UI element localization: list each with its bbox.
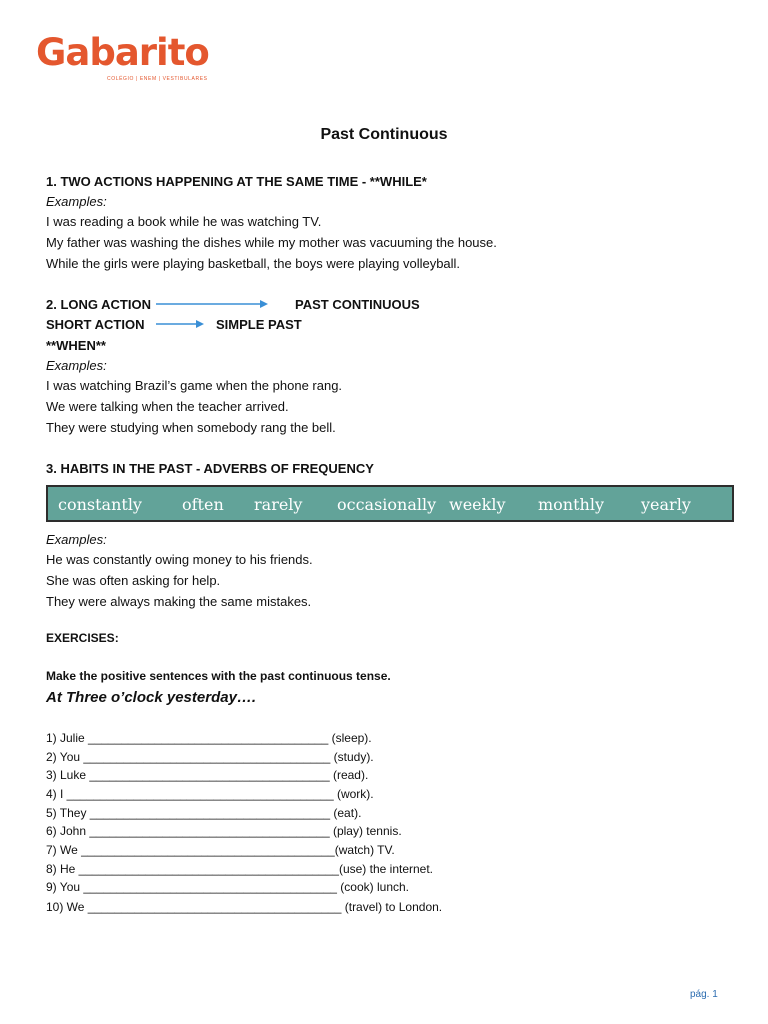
section3-examples-label: Examples: bbox=[46, 532, 107, 547]
exercises-label: EXERCISES: bbox=[46, 631, 119, 645]
short-action-label: SHORT ACTION bbox=[46, 317, 145, 332]
logo-wordmark: Gabarito bbox=[36, 31, 209, 74]
adverb: rarely bbox=[254, 495, 303, 514]
page-number: pág. 1 bbox=[690, 989, 718, 1000]
exercise-item: 3) Luke ____________________________________ (read). bbox=[46, 768, 369, 782]
long-action-label: 2. LONG ACTION bbox=[46, 297, 151, 312]
simple-past-label: SIMPLE PAST bbox=[216, 317, 302, 332]
exercise-instruction: Make the positive sentences with the past continuous tense. bbox=[46, 669, 391, 683]
section3-example: She was often asking for help. bbox=[46, 573, 221, 588]
section2-example: I was watching Brazil’s game when the phone rang. bbox=[46, 378, 343, 393]
arrow-right-icon bbox=[156, 299, 268, 309]
exercise-item: 4) I ________________________________________ (work). bbox=[46, 787, 374, 801]
section1-example: My father was washing the dishes while my mother was vacuuming the house. bbox=[46, 235, 497, 250]
section3-example: They were always making the same mistakes. bbox=[46, 594, 312, 609]
exercise-item: 6) John ____________________________________ (play) tennis. bbox=[46, 824, 402, 838]
exercise-subtitle: At Three o’clock yesterday…. bbox=[46, 689, 257, 706]
logo-tagline: COLÉGIO | ENEM | VESTIBULARES bbox=[107, 76, 208, 82]
adverb: monthly bbox=[538, 495, 604, 514]
arrow-right-icon bbox=[156, 319, 204, 329]
section2-example: We were talking when the teacher arrived. bbox=[46, 399, 289, 414]
page-title: Past Continuous bbox=[320, 126, 448, 143]
adverb: occasionally bbox=[337, 495, 437, 514]
adverb: constantly bbox=[58, 495, 142, 514]
past-continuous-label: PAST CONTINUOUS bbox=[295, 297, 420, 312]
adverb: weekly bbox=[449, 495, 506, 514]
section1-example: I was reading a book while he was watching TV. bbox=[46, 214, 322, 229]
adverb: often bbox=[182, 495, 224, 514]
section3-example: He was constantly owing money to his friends. bbox=[46, 552, 313, 567]
exercise-item: 7) We ______________________________________(watch) TV. bbox=[46, 843, 395, 857]
exercise-item: 8) He _______________________________________(use) the internet. bbox=[46, 862, 434, 876]
exercise-item: 9) You ______________________________________ (cook) lunch. bbox=[46, 880, 410, 894]
when-label: **WHEN** bbox=[46, 338, 106, 353]
section2-example: They were studying when somebody rang the bell. bbox=[46, 420, 336, 435]
section1-examples-label: Examples: bbox=[46, 194, 107, 209]
section3-heading: 3. HABITS IN THE PAST - ADVERBS OF FREQUENCY bbox=[46, 461, 374, 476]
gabarito-logo bbox=[36, 31, 226, 84]
adverbs-box bbox=[46, 485, 734, 522]
section1-example: While the girls were playing basketball, the boys were playing volleyball. bbox=[46, 256, 461, 271]
exercise-item: 10) We ______________________________________ (travel) to London. bbox=[46, 900, 443, 914]
exercise-item: 5) They ____________________________________ (eat). bbox=[46, 806, 362, 820]
exercise-item: 2) You _____________________________________ (study). bbox=[46, 750, 374, 764]
section2-examples-label: Examples: bbox=[46, 358, 107, 373]
section1-heading: 1. TWO ACTIONS HAPPENING AT THE SAME TIME - **WHILE* bbox=[46, 174, 427, 189]
adverb: yearly bbox=[641, 495, 691, 514]
exercise-item: 1) Julie ____________________________________ (sleep). bbox=[46, 731, 372, 745]
